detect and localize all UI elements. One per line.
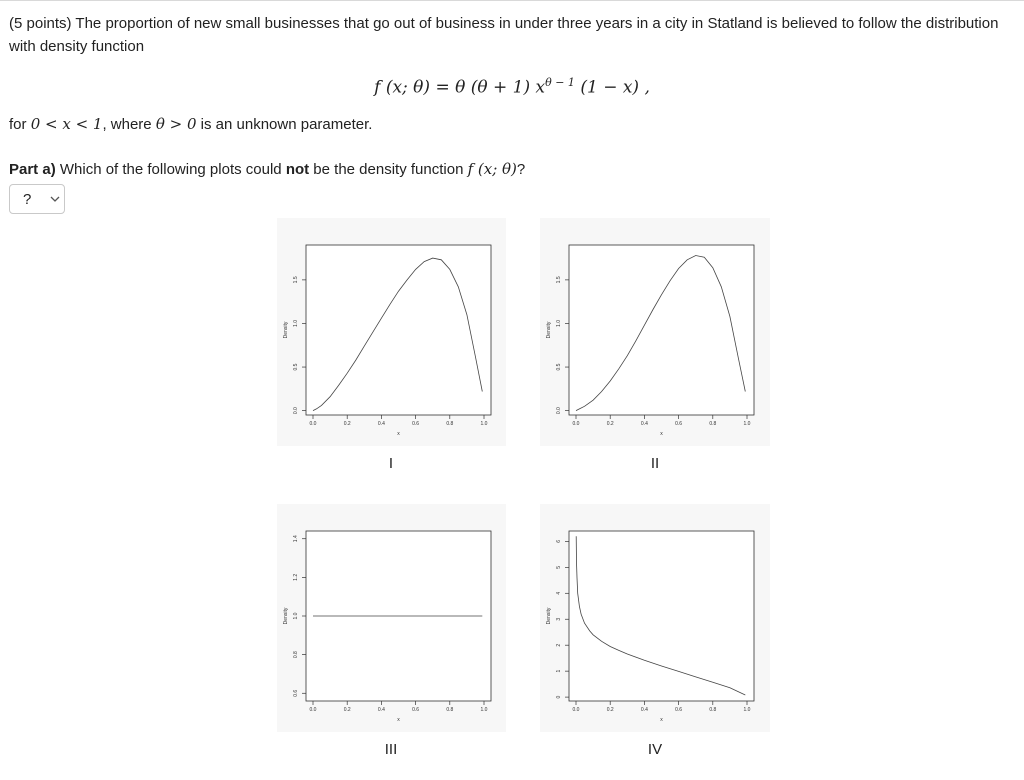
y-tick-label: 2 <box>556 643 562 647</box>
plot-panel-3 <box>277 504 506 732</box>
x-tick-label: 0.0 <box>572 421 580 427</box>
x-tick-label: 1.0 <box>743 421 751 427</box>
y-tick-label: 1.5 <box>293 276 299 284</box>
cond-suffix: is an unknown parameter. <box>196 116 373 133</box>
x-tick-label: 0.6 <box>675 707 683 713</box>
x-tick-label: 0.2 <box>606 421 614 427</box>
part-a-emphasis: not <box>285 161 310 178</box>
y-axis-label: Density <box>546 321 552 339</box>
density-plot-2 <box>540 218 770 446</box>
y-tick-label: 1 <box>556 669 562 673</box>
x-tick-label: 1.0 <box>480 421 488 427</box>
plot-frame <box>569 531 754 701</box>
cond-param: θ > 0 <box>155 115 197 133</box>
formula-rhs: (1 − x) , <box>574 77 650 98</box>
y-tick-label: 0.6 <box>293 689 299 697</box>
y-tick-label: 1.0 <box>556 319 562 327</box>
part-a-question <box>9 160 525 178</box>
y-tick-label: 0.0 <box>293 407 299 415</box>
y-tick-label: 5 <box>556 565 562 569</box>
x-tick-label: 0.4 <box>377 707 385 713</box>
y-tick-label: 1.2 <box>293 573 299 581</box>
x-tick-label: 0.8 <box>446 707 454 713</box>
support-condition <box>9 115 372 133</box>
x-tick-label: 0.2 <box>343 707 351 713</box>
part-a-text-before: Which of the following plots could <box>55 161 286 178</box>
question-intro: (5 points) The proportion of new small businesses that go out of business in under three years in a city in Statland is believed to follow the distribution with density function <box>9 15 999 55</box>
x-axis-label: x <box>660 717 663 723</box>
plot-panel-4 <box>540 504 770 732</box>
x-tick-label: 0.0 <box>309 421 317 427</box>
density-plot-1 <box>277 218 506 446</box>
y-tick-label: 1.4 <box>293 535 299 543</box>
x-axis-label: x <box>397 717 400 723</box>
x-tick-label: 0.2 <box>343 421 351 427</box>
y-axis-label: Density <box>283 607 289 625</box>
x-tick-label: 0.6 <box>412 707 420 713</box>
part-a-qmark: ? <box>516 161 526 178</box>
density-plot-4 <box>540 504 770 732</box>
y-axis-label: Density <box>283 321 289 339</box>
y-tick-label: 0.5 <box>556 363 562 371</box>
answer-dropdown-value: ? <box>23 191 32 208</box>
chevron-down-icon <box>48 192 62 206</box>
x-tick-label: 1.0 <box>743 707 751 713</box>
y-axis-label: Density <box>546 607 552 625</box>
y-tick-label: 0.5 <box>293 363 299 371</box>
cond-prefix: for <box>9 116 31 133</box>
y-tick-label: 6 <box>556 539 562 543</box>
y-tick-label: 1.5 <box>556 276 562 284</box>
x-tick-label: 0.6 <box>412 421 420 427</box>
x-axis-label: x <box>660 431 663 437</box>
cond-middle: , where <box>102 116 156 133</box>
plot-panel-2 <box>540 218 770 446</box>
x-tick-label: 0.4 <box>377 421 385 427</box>
plot-label-2: II <box>650 455 660 472</box>
x-tick-label: 0.2 <box>606 707 614 713</box>
x-tick-label: 1.0 <box>480 707 488 713</box>
density-plot-3 <box>277 504 506 732</box>
plot-frame <box>569 245 754 415</box>
cond-range: 0 < x < 1 <box>30 115 103 133</box>
x-axis-label: x <box>397 431 400 437</box>
x-tick-label: 0.6 <box>675 421 683 427</box>
x-tick-label: 0.4 <box>640 421 648 427</box>
x-tick-label: 0.0 <box>572 707 580 713</box>
density-formula <box>0 76 1024 98</box>
y-tick-label: 0.8 <box>293 651 299 659</box>
y-tick-label: 3 <box>556 617 562 621</box>
y-tick-label: 0 <box>556 695 562 699</box>
plot-frame <box>306 245 491 415</box>
y-tick-label: 1.0 <box>293 612 299 620</box>
plot-label-1: I <box>388 455 394 472</box>
answer-dropdown[interactable] <box>9 184 65 214</box>
y-tick-label: 4 <box>556 591 562 595</box>
y-tick-label: 1.0 <box>293 319 299 327</box>
x-tick-label: 0.8 <box>709 707 717 713</box>
plot-label-4: IV <box>647 741 663 758</box>
plot-panel-1 <box>277 218 506 446</box>
y-tick-label: 0.0 <box>556 407 562 415</box>
top-divider <box>0 0 1024 1</box>
plot-label-3: III <box>384 741 398 758</box>
part-a-label: Part a) <box>9 161 56 178</box>
formula-exponent: θ − 1 <box>545 76 575 89</box>
x-tick-label: 0.8 <box>709 421 717 427</box>
formula-lhs: f (x; θ) = θ (θ + 1) x <box>374 77 546 98</box>
x-tick-label: 0.4 <box>640 707 648 713</box>
part-a-func: f (x; θ) <box>467 160 517 178</box>
x-tick-label: 0.8 <box>446 421 454 427</box>
x-tick-label: 0.0 <box>309 707 317 713</box>
part-a-text-after: be the density function <box>309 161 468 178</box>
